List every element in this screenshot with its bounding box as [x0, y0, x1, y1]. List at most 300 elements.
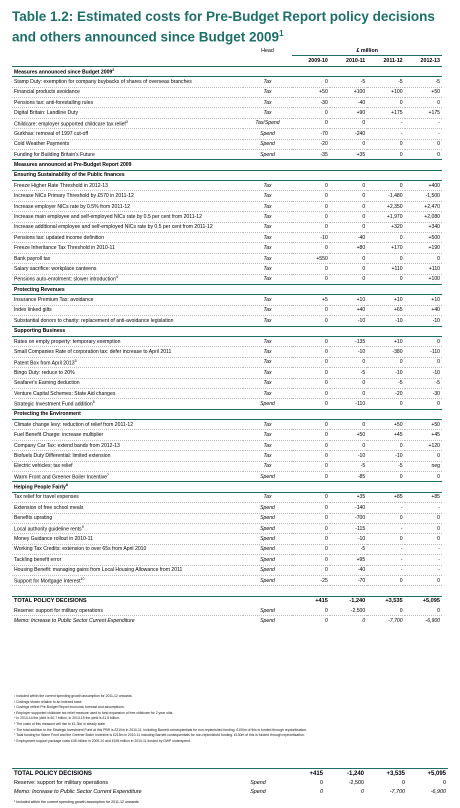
repeat-reserve-value: 0	[402, 779, 405, 786]
cell-value: 0	[292, 201, 329, 211]
cell-value: +5,095	[405, 596, 442, 606]
row-label	[12, 565, 243, 575]
footnote-marker: 8	[65, 483, 68, 488]
row-head: Tax	[243, 201, 293, 211]
table-row	[12, 492, 442, 502]
row-label-text: Reserve: support for military operations	[14, 607, 103, 614]
cell-value: -5	[330, 368, 367, 378]
cell-value	[405, 326, 442, 336]
cell-value: -	[367, 129, 404, 139]
cell-value	[367, 409, 404, 419]
cell-value: 0	[367, 149, 404, 159]
cell-value: 0	[292, 399, 329, 409]
row-head: Tax	[243, 108, 293, 118]
cell-value	[405, 586, 442, 596]
cell-value: +35	[330, 492, 367, 502]
section-header-row	[12, 326, 442, 336]
cell-value: 0	[292, 430, 329, 440]
row-label	[12, 212, 243, 222]
table-row	[12, 149, 442, 159]
footnote-marker: 2	[112, 67, 115, 72]
cell-value: 0	[292, 274, 329, 284]
row-head: Tax	[243, 336, 293, 346]
cell-value: +65	[367, 305, 404, 315]
cell-value	[367, 160, 404, 170]
cell-value: 0	[292, 316, 329, 326]
repeat-total-value: +415	[284, 769, 325, 779]
cell-value: 0	[292, 77, 329, 87]
cell-value	[405, 482, 442, 492]
cell-value: 0	[292, 420, 329, 430]
cell-value: +110	[367, 264, 404, 274]
table-row	[12, 181, 442, 191]
cell-value: +110	[405, 264, 442, 274]
row-label	[12, 66, 243, 76]
row-head: Spend	[243, 139, 293, 149]
cell-value	[330, 409, 367, 419]
footnote: ⁸ Employment support package costs £45 million in 2009-10 and £155 million in 2010-11 funded by DWP underspend.	[14, 738, 191, 743]
cell-value	[292, 326, 329, 336]
repeat-memo-value: 0	[320, 788, 323, 795]
table-row	[12, 201, 442, 211]
row-head: Spend	[243, 149, 293, 159]
cell-value: -70	[330, 575, 367, 585]
row-label-text: Warm Front and Greener Boiler Incentive	[14, 474, 107, 481]
row-head: Tax	[243, 316, 293, 326]
row-head: Tax	[243, 212, 293, 222]
row-head: Tax	[243, 357, 293, 367]
repeat-total-label: TOTAL POLICY DECISIONS	[12, 769, 232, 779]
row-label-text: Financial products avoidance	[14, 89, 80, 96]
cell-value: -	[367, 565, 404, 575]
year-header: 2011-12	[367, 56, 404, 66]
cell-value: -10	[330, 534, 367, 544]
cell-value: 0	[405, 472, 442, 482]
total-row	[12, 596, 442, 606]
row-label-text: Pensions tax: anti-forestalling rules	[14, 99, 93, 106]
row-head: Spend	[243, 606, 293, 616]
table-row	[12, 222, 442, 232]
row-label	[12, 160, 243, 170]
row-label	[12, 513, 243, 523]
cell-value: +35	[330, 149, 367, 159]
row-label-text: Climate change levy: reduction of relief from 2011-12	[14, 421, 134, 428]
row-label-text: Company Car Tax: extend bands from 2012-13	[14, 442, 120, 449]
cell-value: -5	[405, 77, 442, 87]
row-label	[12, 534, 243, 544]
cell-value: +3,535	[367, 596, 404, 606]
cell-value: -10	[405, 368, 442, 378]
table-row	[12, 368, 442, 378]
cell-value	[367, 482, 404, 492]
cell-value	[405, 284, 442, 294]
repeated-totals-table	[12, 768, 448, 796]
cell-value: 0	[292, 503, 329, 513]
footnote: ² Costings shown relative to an indexed base.	[14, 699, 83, 704]
cell-value: 0	[292, 544, 329, 554]
cell-value: -85	[330, 472, 367, 482]
row-label-text: Measures announced at Pre-Budget Report 2009	[14, 161, 132, 168]
cell-value: -10	[405, 316, 442, 326]
cell-value: 0	[367, 181, 404, 191]
cell-value	[330, 586, 367, 596]
cell-value: -25	[292, 575, 329, 585]
cell-value: neg	[405, 461, 442, 471]
row-head: Spend	[260, 618, 275, 625]
table-row	[12, 77, 442, 87]
row-label-text: Childcare: employer supported childcare tax relief	[14, 121, 126, 128]
cell-value	[405, 160, 442, 170]
table-row	[12, 399, 442, 409]
cell-value: 0	[292, 108, 329, 118]
row-label-text: Rates on empty property: temporary exemption	[14, 338, 121, 345]
row-label	[12, 264, 243, 274]
cell-value: +175	[367, 108, 404, 118]
row-head: Tax	[243, 181, 293, 191]
repeat-memo-label: Memo: Increase to Public Sector Current Expenditure	[14, 788, 142, 795]
table-row	[12, 544, 442, 554]
policy-costs-table	[12, 46, 442, 626]
cell-value	[330, 326, 367, 336]
row-label	[12, 170, 243, 180]
cell-value: 0	[330, 118, 367, 128]
row-label	[12, 368, 243, 378]
cell-value: 0	[330, 440, 367, 450]
cell-value	[367, 326, 404, 336]
page-title: Table 1.2: Estimated costs for Pre-Budget Report policy decisions and others announced since Budget 2009$^1$	[12, 9, 435, 45]
row-head: Tax	[243, 368, 293, 378]
year-header: 2012-13	[405, 56, 442, 66]
row-head: Tax	[243, 253, 293, 263]
table-row	[12, 472, 442, 482]
row-head: Spend	[243, 399, 293, 409]
cell-value: 0	[292, 440, 329, 450]
cell-value: 0	[330, 253, 367, 263]
row-label	[12, 139, 243, 149]
repeat-footnote: ¹ Included within the current spending growth assumption for 2011-12 onwards.	[14, 800, 140, 804]
cell-value: -1,500	[405, 191, 442, 201]
row-head: Spend	[243, 555, 293, 565]
cell-value	[292, 160, 329, 170]
row-label-text: Substantial donors to charity: replacement of anti-avoidance legislation	[14, 317, 174, 324]
table-row	[12, 347, 442, 357]
row-label-text: Memo: Increase to Public Sector Current Expenditure	[14, 618, 135, 625]
cell-value: +40	[405, 305, 442, 315]
row-label-text: Local authority guideline rents	[14, 526, 82, 533]
table-row	[12, 430, 442, 440]
table-row	[12, 378, 442, 388]
cell-value: 0	[367, 399, 404, 409]
footnote: ⁵ The costs of this measure will rise to £1.3bn in steady state	[14, 721, 106, 726]
cell-value: -	[405, 544, 442, 554]
repeat-reserve-label: Reserve: support for military operations	[14, 779, 109, 786]
cell-value: -70	[292, 129, 329, 139]
cell-value: +85	[405, 492, 442, 502]
cell-value: 0	[330, 357, 367, 367]
table-row	[12, 523, 442, 533]
cell-value: 0	[292, 336, 329, 346]
cell-value: +500	[405, 233, 442, 243]
row-head: Tax	[243, 77, 293, 87]
cell-value: 0	[405, 451, 442, 461]
table-row	[12, 316, 442, 326]
row-label-text: Patent Box from April 2013	[14, 360, 75, 367]
cell-value: 0	[330, 181, 367, 191]
cell-value: +415	[292, 596, 329, 606]
cell-value: 0	[405, 149, 442, 159]
table-row	[12, 87, 442, 97]
row-label-text: Supporting Business	[14, 328, 66, 335]
row-label	[12, 388, 243, 398]
row-label-text: Index linked gilts	[14, 307, 52, 314]
row-label-text: TOTAL POLICY DECISIONS	[14, 598, 87, 605]
row-head: Tax	[243, 233, 293, 243]
cell-value	[330, 170, 367, 180]
cell-value	[367, 586, 404, 596]
cell-value: 0	[292, 212, 329, 222]
cell-value: +170	[367, 243, 404, 253]
row-head: Tax	[243, 440, 293, 450]
cell-value: 0	[405, 513, 442, 523]
table-body	[12, 66, 442, 626]
cell-value: -5	[405, 378, 442, 388]
row-label	[12, 118, 243, 128]
row-head: Tax	[243, 274, 293, 284]
repeat-memo-row	[12, 787, 448, 796]
repeat-total-row	[12, 769, 448, 779]
table-row	[12, 108, 442, 118]
row-label	[12, 523, 243, 533]
year-header: 2010-11	[330, 56, 367, 66]
footnote: ⁴ In 2013-14 the yield is £0.7 billion, in 2014-15 the yield is £1.6 billion.	[14, 716, 120, 721]
row-label-text: Electric vehicles: tax relief	[14, 463, 73, 470]
row-label-text: Bingo Duty: reduce to 20%	[14, 369, 75, 376]
row-label-text: Freeze Inheritance Tax Threshold in 2010-11	[14, 245, 115, 252]
cell-value: -1,240	[330, 596, 367, 606]
row-head: Spend	[243, 129, 293, 139]
table-row	[12, 388, 442, 398]
row-label	[12, 555, 243, 565]
footnote-marker: 7	[106, 472, 109, 477]
cell-value: +40	[330, 305, 367, 315]
table-header-years	[12, 56, 442, 66]
row-label-text: Increase additional employee and self-employed NICs rate by 0.5 per cent from 2011-12	[14, 224, 213, 231]
table-row	[12, 503, 442, 513]
cell-value: +100	[367, 87, 404, 97]
cell-value: -	[405, 555, 442, 565]
row-label-text: Money Guidance rollout in 2010-11	[14, 536, 93, 543]
cell-value: +50	[330, 430, 367, 440]
cell-value: 0	[292, 388, 329, 398]
cell-value: 0	[324, 618, 328, 625]
cell-value: +10	[367, 336, 404, 346]
cell-value: 0	[405, 399, 442, 409]
cell-value: +100	[330, 87, 367, 97]
footnotes	[14, 694, 444, 744]
cell-value: -7,700	[388, 618, 403, 625]
cell-value: +95	[330, 555, 367, 565]
table-row	[12, 565, 442, 575]
row-head: Tax	[243, 243, 293, 253]
cell-value: +2,350	[367, 201, 404, 211]
row-head: Spend	[243, 472, 293, 482]
cell-value: -	[405, 118, 442, 128]
cell-value: -30	[405, 388, 442, 398]
table-row	[12, 575, 442, 585]
section-header-row	[12, 482, 442, 492]
cell-value: 0	[405, 97, 442, 107]
row-head: Tax/Spend	[243, 118, 293, 128]
row-label	[12, 336, 243, 346]
table-row	[12, 129, 442, 139]
table-row	[12, 253, 442, 263]
cell-value: +5	[292, 295, 329, 305]
cell-value: -20	[367, 388, 404, 398]
footnote: ⁶ The total addition to the Strategic Investment Fund at this PBR is £210m in 2010-11, including Barnett consequentials for non-replenished funding. £100m of this is funded through reprioritisation.	[14, 727, 308, 732]
cell-value	[367, 284, 404, 294]
table-row	[12, 97, 442, 107]
cell-value: 0	[405, 523, 442, 533]
table-row	[12, 212, 442, 222]
footnote-marker: 10	[80, 576, 85, 581]
cell-value: -35	[292, 149, 329, 159]
footnote-marker: 5	[74, 358, 77, 363]
row-label	[12, 492, 243, 502]
cell-value: +1,970	[367, 212, 404, 222]
repeat-reserve-value: -2,500	[348, 779, 364, 786]
cell-value	[292, 170, 329, 180]
cell-value: +2,080	[405, 212, 442, 222]
cell-value: 0	[405, 357, 442, 367]
cell-value: -1,480	[367, 191, 404, 201]
cell-value: +50	[405, 420, 442, 430]
cell-value: +50	[367, 420, 404, 430]
cell-value: -10	[292, 233, 329, 243]
row-label	[12, 575, 243, 585]
cell-value	[292, 586, 329, 596]
cell-value: 0	[330, 201, 367, 211]
row-head: Tax	[243, 420, 293, 430]
cell-value: 0	[292, 368, 329, 378]
row-label	[12, 399, 243, 409]
row-label-text: Bank payroll tax	[14, 255, 51, 262]
cell-value: -115	[330, 523, 367, 533]
cell-value: -20	[292, 139, 329, 149]
table-row	[12, 139, 442, 149]
row-label	[12, 222, 243, 232]
cell-value: 0	[405, 606, 442, 616]
row-label	[12, 243, 243, 253]
row-head: Tax	[243, 461, 293, 471]
cell-value: 0	[330, 191, 367, 201]
table-row	[12, 274, 442, 284]
row-head: Tax	[243, 492, 293, 502]
cell-value: 0	[330, 420, 367, 430]
cell-value: 0	[292, 181, 329, 191]
cell-value: 0	[405, 253, 442, 263]
row-label	[12, 87, 243, 97]
footnote-marker: 9	[81, 524, 84, 529]
table-row	[12, 534, 442, 544]
row-label	[12, 129, 243, 139]
cell-value: +120	[405, 440, 442, 450]
row-label	[12, 461, 243, 471]
cell-value: +175	[405, 108, 442, 118]
row-label	[12, 347, 243, 357]
cell-value: +10	[330, 295, 367, 305]
table-row	[12, 606, 442, 616]
cell-value: 0	[292, 492, 329, 502]
cell-value: -10	[367, 368, 404, 378]
row-label-text: Extension of free school meals	[14, 504, 84, 511]
row-label-text: Digital Britain: Landline Duty	[14, 110, 78, 117]
row-label-text: Working Tax Credits: extension to over 65s from April 2010	[14, 546, 147, 553]
section-header-row	[12, 170, 442, 180]
repeat-memo-value: -7,700	[389, 788, 405, 795]
row-label-text: Helping People Fairly	[14, 484, 66, 491]
cell-value: -5	[367, 461, 404, 471]
cell-value: 0	[292, 472, 329, 482]
row-label	[12, 191, 243, 201]
table-row	[12, 357, 442, 367]
cell-value: 0	[292, 513, 329, 523]
cell-value	[330, 284, 367, 294]
row-label-text: Protecting the Environment	[14, 411, 81, 418]
cell-value: 0	[292, 451, 329, 461]
footnote: ⁷ Total funding for Warm Front and the Greener Boiler Incentive is £215m in 2010-11 including Barnett consequentials for non-replenished funding. £130m of this is funded through reprioritisation.	[14, 733, 305, 738]
cell-value: -5	[330, 461, 367, 471]
row-head	[243, 409, 293, 419]
row-head: Tax	[243, 222, 293, 232]
cell-value: -2,500	[330, 606, 367, 616]
row-head: Tax	[243, 378, 293, 388]
row-label-text: Small Companies Rate of corporation tax: defer increase to April 2011	[14, 349, 172, 356]
cell-value	[330, 482, 367, 492]
row-label	[12, 544, 243, 554]
row-head: Tax	[243, 451, 293, 461]
cell-value: 0	[330, 139, 367, 149]
cell-value: +10	[367, 295, 404, 305]
cell-value: -135	[330, 336, 367, 346]
cell-value: 0	[292, 378, 329, 388]
cell-value: 0	[330, 264, 367, 274]
row-label-text: Biofuels Duty Differential: limited extension	[14, 452, 111, 459]
cell-value: 0	[367, 472, 404, 482]
row-head	[243, 586, 293, 596]
table-row	[12, 295, 442, 305]
row-label	[12, 472, 243, 482]
row-head: Tax	[243, 191, 293, 201]
row-label	[12, 420, 243, 430]
cell-value: -5	[367, 378, 404, 388]
cell-value: 0	[292, 555, 329, 565]
cell-value: 0	[292, 606, 329, 616]
row-head: Tax	[243, 87, 293, 97]
row-label	[12, 181, 243, 191]
repeat-memo-head: Spend	[250, 788, 266, 795]
row-label-text: Protecting Revenues	[14, 286, 65, 293]
section-header-row	[12, 409, 442, 419]
row-label	[12, 326, 243, 336]
footnote-marker: 6	[92, 400, 95, 405]
row-label	[12, 430, 243, 440]
cell-value: 0	[292, 534, 329, 544]
row-head: Spend	[243, 523, 293, 533]
row-label-text: Cold Weather Payments	[14, 141, 70, 148]
row-head: Tax	[243, 305, 293, 315]
cell-value: -40	[330, 233, 367, 243]
cell-value: -	[367, 118, 404, 128]
